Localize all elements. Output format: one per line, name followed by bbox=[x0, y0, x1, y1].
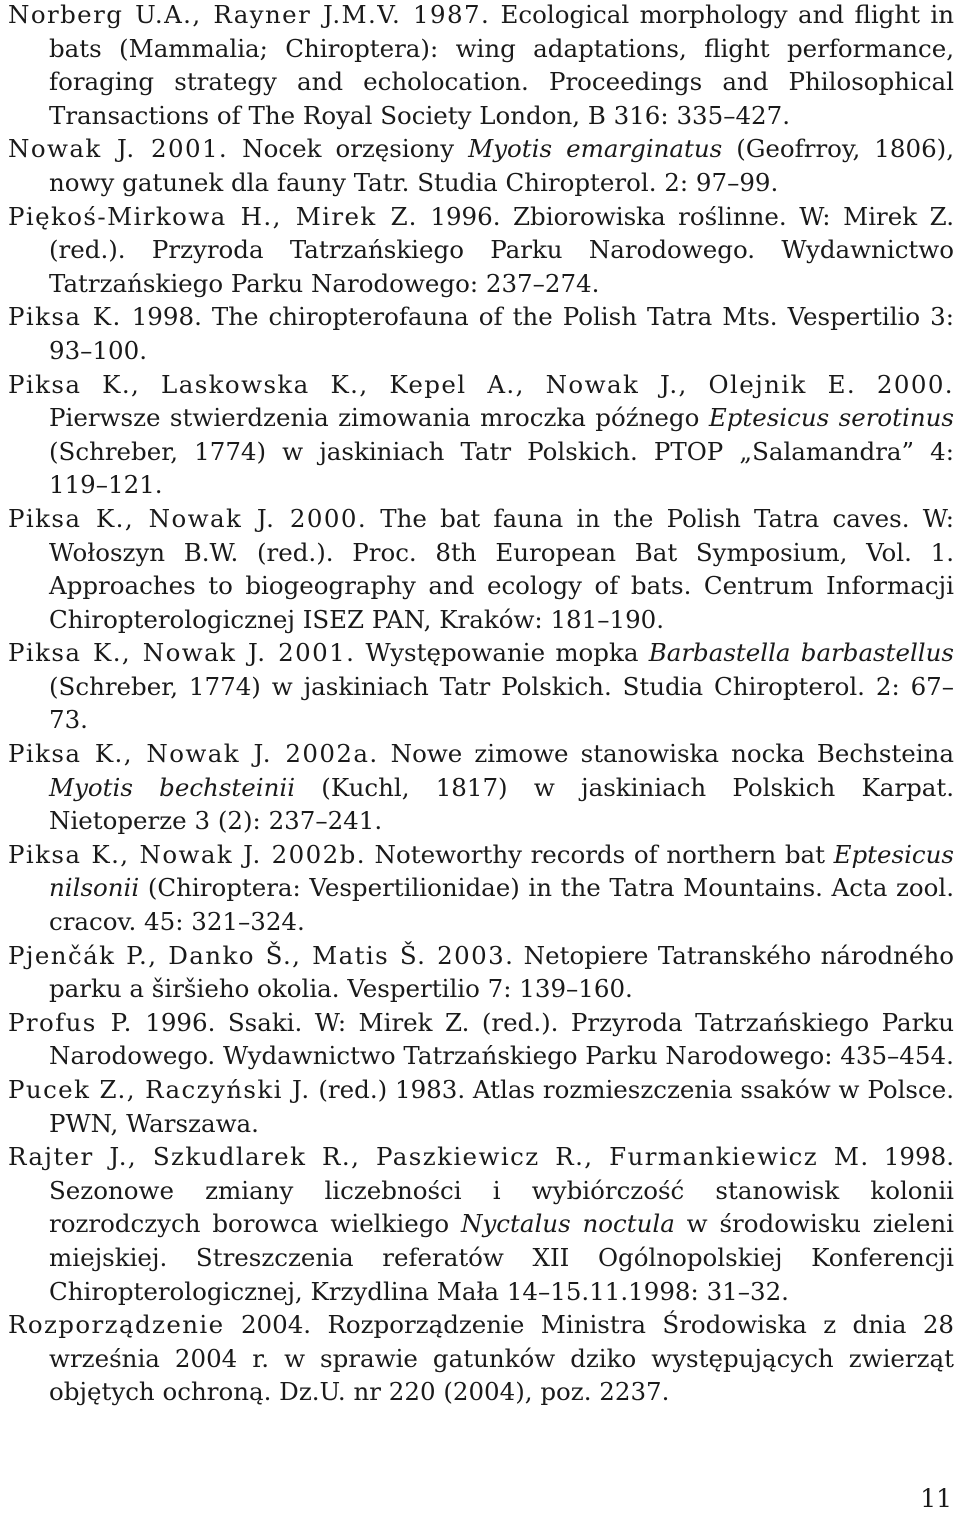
reference-authors: Piękoś-Mirkowa H., Mirek Z. bbox=[8, 201, 418, 231]
species-name: Eptesicus nilsonii bbox=[49, 839, 954, 903]
reference-authors: Nowak J. 2001. bbox=[8, 134, 229, 164]
reference-text: Nocek orzęsiony bbox=[228, 134, 469, 164]
reference-text: (Schreber, 1774) w jaskiniach Tatr Polskich. PTOP „Salamandra” 4: 119–121. bbox=[49, 436, 954, 500]
reference-text: 1998. The chiropterofauna of the Polish Tatra Mts. Vespertilio 3: 93–100. bbox=[49, 302, 955, 365]
reference-entry bbox=[8, 0, 954, 132]
reference-list bbox=[8, 0, 954, 1409]
reference-authors: Piksa K., Nowak J. 2002b. bbox=[8, 839, 366, 869]
species-name: Nyctalus noctula bbox=[461, 1209, 675, 1239]
reference-entry bbox=[8, 132, 954, 199]
reference-entry bbox=[8, 939, 954, 1006]
reference-authors: Rozporządzenie bbox=[8, 1310, 225, 1340]
reference-entry bbox=[8, 1073, 954, 1140]
species-name: Barbastella barbastellus bbox=[648, 638, 954, 668]
reference-authors: Pucek Z., Raczyński J. bbox=[8, 1075, 311, 1104]
page-number: 11 bbox=[920, 1484, 952, 1513]
reference-text: (red.) 1983. Atlas rozmieszczenia ssaków w Polsce. PWN, Warszawa. bbox=[49, 1075, 954, 1138]
reference-entry bbox=[8, 1308, 954, 1409]
reference-authors: Profus P. bbox=[8, 1007, 133, 1037]
species-name: Eptesicus serotinus bbox=[708, 403, 954, 433]
reference-text: (Kuchl, 1817) w jaskiniach Polskich Karpat. Nietoperze 3 (2): 237–241. bbox=[49, 772, 954, 836]
reference-text: (Geofrroy, 1806), nowy gatunek dla fauny Tatr. Studia Chiropterol. 2: 97–99. bbox=[49, 134, 955, 197]
reference-text: w środowisku zieleni miejskiej. Streszczenia referatów XII Ogólnopolskiej Konferencji Chiropterologicznej, Krzydlina Mała 14–15.11.1998: 31–32. bbox=[49, 1209, 954, 1306]
reference-authors: Piksa K. bbox=[8, 302, 122, 332]
reference-authors: Piksa K., Laskowska K., Kepel A., Nowak J., Olejnik E. 2000. bbox=[8, 369, 954, 399]
reference-text: (Schreber, 1774) w jaskiniach Tatr Polskich. Studia Chiropterol. 2: 67–73. bbox=[49, 671, 954, 735]
reference-entry bbox=[8, 368, 954, 502]
reference-text: 2004. Rozporządzenie Ministra Środowiska z dnia 28 września 2004 r. w sprawie gatunków dziko występujących zwierząt objętych ochroną. Dz.U. nr 220 (2004), poz. 2237. bbox=[49, 1310, 954, 1407]
reference-text: Ecological morphology and flight in bats (Mammalia; Chiroptera): wing adaptations, flight performance, foraging strategy and echolocation. Proceedings and Philosophical Transactions of The Royal Society London, B 316: 335–427. bbox=[49, 0, 954, 130]
reference-text: (Chiroptera: Vespertilionidae) in the Tatra Mountains. Acta zool. cracov. 45: 321–324. bbox=[49, 873, 954, 937]
species-name: Myotis bechsteinii bbox=[49, 772, 296, 802]
reference-text: Noteworthy records of northern bat bbox=[365, 839, 834, 869]
reference-authors: Rajter J., Szkudlarek R., Paszkiewicz R., Furmankiewicz M. bbox=[8, 1142, 870, 1172]
reference-entry bbox=[8, 636, 954, 737]
species-name: Myotis emarginatus bbox=[468, 134, 723, 164]
reference-entry bbox=[8, 838, 954, 939]
reference-text: Występowanie mopka bbox=[355, 638, 649, 668]
reference-authors: Piksa K., Nowak J. 2000. bbox=[8, 503, 368, 533]
reference-entry bbox=[8, 200, 954, 301]
reference-entry bbox=[8, 1140, 954, 1308]
reference-text: Netopiere Tatranského národného parku a širšieho okolia. Vespertilio 7: 139–160. bbox=[49, 940, 954, 1004]
reference-entry bbox=[8, 300, 954, 367]
reference-text: Nowe zimowe stanowiska nocka Bechsteina bbox=[378, 739, 954, 769]
reference-text: 1996. Ssaki. W: Mirek Z. (red.). Przyroda Tatrzańskiego Parku Narodowego. Wydawnictwo Tatrzańskiego Parku Narodowego: 435–454. bbox=[49, 1007, 954, 1071]
reference-text: 1996. Zbiorowiska roślinne. W: Mirek Z. (red.). Przyroda Tatrzańskiego Parku Narodowego. Wydawnictwo Tatrzańskiego Parku Narodowego: 237–274. bbox=[49, 201, 955, 298]
reference-authors: Piksa K., Nowak J. 2001. bbox=[8, 638, 356, 668]
reference-authors: Pjenčák P., Danko Š., Matis Š. 2003. bbox=[8, 940, 515, 970]
reference-text: 1998. Sezonowe zmiany liczebności i wybiórczość stanowisk kolonii rozrodczych borowca wielkiego bbox=[49, 1142, 954, 1239]
reference-entry bbox=[8, 1006, 954, 1073]
reference-authors: Piksa K., Nowak J. 2002a. bbox=[8, 739, 379, 769]
reference-entry bbox=[8, 502, 954, 636]
reference-text: Pierwsze stwierdzenia zimowania mroczka późnego bbox=[49, 403, 709, 433]
reference-text: The bat fauna in the Polish Tatra caves. W: Wołoszyn B.W. (red.). Proc. 8th European Bat Symposium, Vol. 1. Approaches to biogeography and ecology of bats. Centrum Informacji Chiropterologicznej ISEZ PAN, Kraków: 181–190. bbox=[49, 503, 955, 634]
reference-authors: Norberg U.A., Rayner J.M.V. 1987. bbox=[8, 0, 491, 29]
reference-entry bbox=[8, 737, 954, 838]
